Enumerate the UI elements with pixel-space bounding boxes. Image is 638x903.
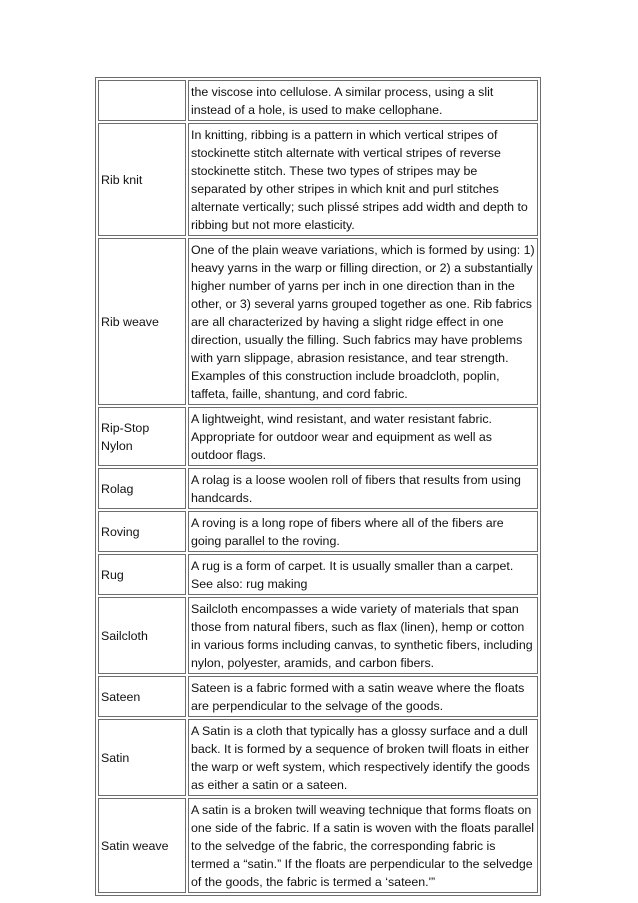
term-cell: Satin weave [98, 798, 186, 893]
definition-cell: the viscose into cellulose. A similar process, using a slit instead of a hole, is used to make cellophane. [188, 80, 538, 121]
table-row [98, 468, 538, 509]
term-cell: Rib weave [98, 238, 186, 405]
term-cell: Rolag [98, 468, 186, 509]
table-row [98, 719, 538, 796]
term-cell: Rip-Stop Nylon [98, 407, 186, 466]
term-cell: Rib knit [98, 123, 186, 236]
term-cell: Sailcloth [98, 597, 186, 674]
table-row [98, 123, 538, 236]
definition-cell: A rolag is a loose woolen roll of fibers that results from using handcards. [188, 468, 538, 509]
term-cell: Sateen [98, 676, 186, 717]
term-cell: Rug [98, 554, 186, 595]
glossary-table [95, 77, 541, 896]
table-row [98, 407, 538, 466]
table-row [98, 80, 538, 121]
definition-cell: Sateen is a fabric formed with a satin weave where the floats are perpendicular to the selvage of the goods. [188, 676, 538, 717]
definition-cell: A Satin is a cloth that typically has a glossy surface and a dull back. It is formed by a sequence of broken twill floats in either the warp or weft system, which respectively identify the goods as either a satin or a sateen. [188, 719, 538, 796]
definition-cell: Sailcloth encompasses a wide variety of materials that span those from natural fibers, such as flax (linen), hemp or cotton in various forms including canvas, to synthetic fibers, including nylon, polyester, aramids, and carbon fibers. [188, 597, 538, 674]
term-cell: Satin [98, 719, 186, 796]
definition-cell: A roving is a long rope of fibers where all of the fibers are going parallel to the roving. [188, 511, 538, 552]
definition-cell: A satin is a broken twill weaving technique that forms floats on one side of the fabric. If a satin is woven with the floats parallel to the selvedge of the fabric, the corresponding fabric is termed a “satin.” If the floats are perpendicular to the selvedge of the goods, the fabric is termed a ‘sateen.'” [188, 798, 538, 893]
table-row [98, 798, 538, 893]
table-row [98, 597, 538, 674]
table-row [98, 554, 538, 595]
term-cell: Roving [98, 511, 186, 552]
term-cell [98, 80, 186, 121]
definition-cell: In knitting, ribbing is a pattern in which vertical stripes of stockinette stitch alternate with vertical stripes of reverse stockinette stitch. These two types of stripes may be separated by other stripes in which knit and purl stitches alternate vertically; such plissé stripes add width and depth to ribbing but not more elasticity. [188, 123, 538, 236]
table-row [98, 511, 538, 552]
definition-cell: One of the plain weave variations, which is formed by using: 1) heavy yarns in the warp or filling direction, or 2) a substantially higher number of yarns per inch in one direction than in the other, or 3) several yarns grouped together as one. Rib fabrics are all characterized by having a slight ridge effect in one direction, usually the filling. Such fabrics may have problems with yarn slippage, abrasion resistance, and tear strength. Examples of this construction include broadcloth, poplin, taffeta, faille, shantung, and cord fabric. [188, 238, 538, 405]
table-row [98, 676, 538, 717]
definition-cell: A rug is a form of carpet. It is usually smaller than a carpet. See also: rug making [188, 554, 538, 595]
definition-cell: A lightweight, wind resistant, and water resistant fabric. Appropriate for outdoor wear and equipment as well as outdoor flags. [188, 407, 538, 466]
table-row [98, 238, 538, 405]
